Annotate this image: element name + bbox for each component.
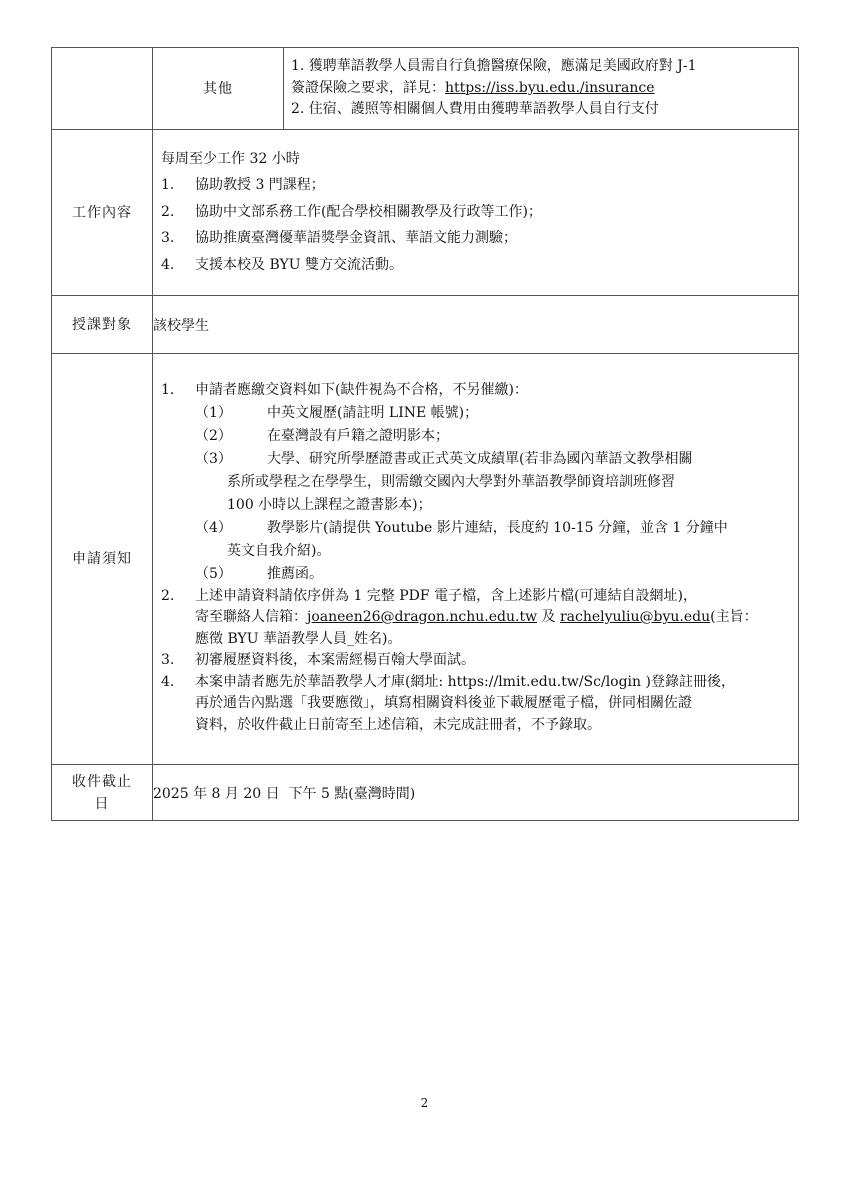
- list-item-text: [195, 672, 790, 737]
- list-item-text: 協助中文部系務工作(配合學校相關教學及行政等工作)；: [195, 203, 542, 220]
- list-item: [161, 228, 790, 250]
- sub-item: [161, 425, 790, 448]
- email-link-1[interactable]: joaneen26@dragon.nchu.edu.tw: [307, 609, 538, 625]
- list-item: [161, 650, 790, 672]
- list-item: [161, 586, 790, 651]
- row-other-label: 其他: [153, 48, 284, 130]
- sub-item-text: 大學、研究所學歷證書或正式英文成績單(若非為國內華語文教學相關: [267, 450, 693, 467]
- list-item-number: 3.: [161, 652, 175, 668]
- item4-line-1: 本案申請者應先於華語教學人才庫(網址: https://lmit.edu.tw/Sc/login )登錄註冊後，: [195, 673, 735, 690]
- item2-suffix: (主旨：: [710, 609, 758, 625]
- row-work-content: [153, 130, 799, 296]
- row-other-blank: [52, 48, 153, 130]
- list-item-number: 2.: [161, 587, 175, 604]
- deadline-label-line-2: 日: [94, 795, 110, 812]
- other-line-1b: [291, 78, 791, 100]
- list-item-text: 申請者應繳交資料如下(缺件視為不合格，不另催繳)：: [195, 382, 528, 398]
- deadline-label-line-1: 收件截止: [72, 773, 132, 790]
- item2-line-2: [195, 607, 790, 629]
- other-line-1b-prefix: 簽證保險之要求，詳見：: [291, 79, 445, 96]
- insurance-link[interactable]: https://iss.byu.edu./insurance: [445, 79, 655, 96]
- sub-item-continuation: 100 小時以上課程之證書影本)；: [227, 496, 432, 513]
- sub-item: [161, 517, 790, 540]
- sub-item-number: （2）: [195, 427, 232, 444]
- list-item: [161, 255, 790, 277]
- list-item: [161, 672, 790, 737]
- list-item-text: 協助推廣臺灣優華語獎學金資訊、華語文能力測驗；: [195, 230, 517, 247]
- list-item-number: 1.: [161, 177, 175, 194]
- list-item-number: 2.: [161, 203, 175, 220]
- list-item-text: [195, 586, 790, 651]
- row-apply-content: [153, 354, 799, 765]
- sub-item: [161, 563, 790, 586]
- sub-item: [161, 402, 790, 425]
- email-link-2[interactable]: rachelyuliu@byu.edu: [559, 609, 711, 625]
- sub-item-continuation: 系所或學程之在學學生，則需繳交國內大學對外華語教學師資培訓班修習: [227, 473, 675, 490]
- list-item-number: 4.: [161, 256, 175, 273]
- sub-item-text: 中英文履歷(請註明 LINE 帳號)；: [267, 404, 479, 421]
- sub-item-text: 教學影片(請提供 Youtube 影片連結，長度約 10-15 分鐘，並含 1 分鐘中: [267, 519, 728, 536]
- other-line-1a: 1. 獲聘華語教學人員需自行負擔醫療保險，應滿足美國政府對 J-1: [291, 58, 697, 75]
- row-deadline-content: 2025 年 8 月 20 日 下午 5 點(臺灣時間): [153, 765, 799, 821]
- list-item-number: 4.: [161, 673, 175, 690]
- list-item-number: 3.: [161, 230, 175, 247]
- row-work: [52, 130, 799, 296]
- other-line-2: 2. 住宿、護照等相關個人費用由獲聘華語教學人員自行支付: [291, 101, 659, 118]
- item2-line-1: 上述申請資料請依序併為 1 完整 PDF 電子檔，含上述影片檔(可連結自設網址)，: [195, 587, 697, 604]
- sub-item-continuation: 英文自我介紹)。: [227, 542, 331, 559]
- list-item: [161, 380, 790, 402]
- row-other: [52, 48, 799, 130]
- item2-mid: 及: [537, 609, 560, 625]
- sub-item-number: （5）: [195, 565, 232, 582]
- item2-line-3: 應徵 BYU 華語教學人員_姓名)。: [195, 630, 402, 647]
- work-intro: 每周至少工作 32 小時: [161, 150, 300, 167]
- row-deadline: [52, 765, 799, 821]
- list-item-number: 1.: [161, 382, 175, 398]
- page-number: 2: [420, 1096, 429, 1110]
- row-other-content: [284, 48, 799, 130]
- row-target: [52, 296, 799, 354]
- sub-item-number: （1）: [195, 404, 232, 421]
- sub-item-text: 推薦函。: [267, 565, 323, 582]
- item2-prefix: 寄至聯絡人信箱：: [195, 609, 307, 625]
- sub-item-number: （3）: [195, 450, 232, 467]
- row-deadline-label: [52, 765, 153, 821]
- list-item-text: 協助教授 3 門課程；: [195, 177, 325, 194]
- list-item-text: 支援本校及 BYU 雙方交流活動。: [195, 256, 403, 273]
- row-target-content: 該校學生: [153, 296, 799, 354]
- sub-item-text: 在臺灣設有戶籍之證明影本；: [267, 427, 449, 444]
- row-apply-label: 申請須知: [52, 354, 153, 765]
- list-item-text: 初審履歷資料後，本案需經楊百翰大學面試。: [195, 652, 475, 668]
- item4-line-2: 再於通告內點選「我要應徵」，填寫相關資料後並下載履歷電子檔，併同相關佐證: [195, 695, 692, 711]
- sub-item-number: （4）: [195, 519, 232, 536]
- item4-line-3: 資料，於收件截止日前寄至上述信箱，未完成註冊者，不予錄取。: [195, 716, 601, 733]
- row-work-label: 工作內容: [52, 130, 153, 296]
- list-item: [161, 202, 790, 224]
- info-table: [51, 47, 799, 821]
- list-item: [161, 175, 790, 197]
- sub-item: [161, 448, 790, 471]
- row-apply: [52, 354, 799, 765]
- row-target-label: 授課對象: [52, 296, 153, 354]
